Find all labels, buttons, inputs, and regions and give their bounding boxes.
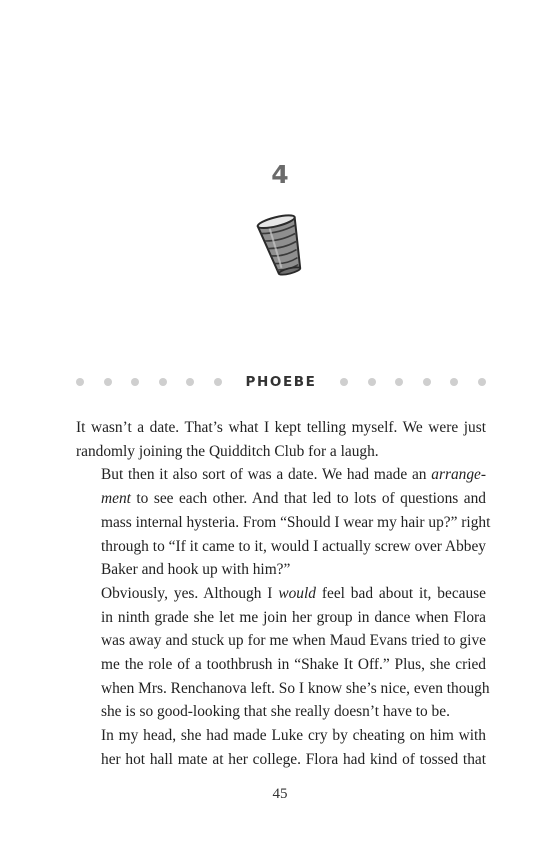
text-line: It wasn’t a date. That’s what I kept telling myself. We were just [76, 419, 486, 436]
divider-dot [450, 378, 458, 386]
text-line: through to “If it came to it, would I actually screw over Abbey [101, 537, 486, 555]
divider-dot [104, 378, 112, 386]
text-line: mass internal hysteria. From “Should I wear my hair up?” right [101, 513, 491, 531]
text-line: Obviously, yes. Although I would feel bad about it, because [101, 584, 486, 602]
text-line: she is so good-looking that she really doesn’t have to be. [101, 703, 450, 721]
narrator-name: PHOEBE [245, 374, 317, 390]
text-line: ment to see each other. And that led to lots of questions and [101, 490, 486, 508]
cup-icon [250, 212, 314, 278]
emphasis: would [278, 584, 316, 602]
text-line: was away and stuck up for me when Maud Evans tried to give [101, 632, 486, 650]
divider-dot [76, 378, 84, 386]
text-line: me the role of a toothbrush in “Shake It Off.” Plus, she cried [101, 656, 486, 674]
divider-dot [214, 378, 222, 386]
emphasis: ment [101, 490, 131, 508]
text-line: her hot hall mate at her college. Flora had kind of tossed that [101, 750, 486, 768]
divider-dot [478, 378, 486, 386]
narrator-divider [76, 372, 486, 392]
divider-dot [159, 378, 167, 386]
paragraph [76, 582, 490, 724]
text-line: when Mrs. Renchanova left. So I know she’s nice, even though [101, 679, 490, 697]
paragraph [76, 724, 486, 771]
emphasis: arrange- [431, 466, 486, 484]
paragraph [76, 416, 486, 463]
divider-dot [186, 378, 194, 386]
text-line: Baker and hook up with him?” [101, 561, 291, 579]
page-number: 45 [272, 786, 288, 802]
text-line: In my head, she had made Luke cry by cheating on him with [101, 727, 486, 745]
body-text [76, 416, 491, 772]
chapter-number: 4 [271, 160, 289, 189]
text-line: randomly joining the Quidditch Club for a laugh. [76, 442, 379, 460]
divider-dot [340, 378, 348, 386]
divider-dot [395, 378, 403, 386]
divider-dot [131, 378, 139, 386]
divider-dot [423, 378, 431, 386]
paragraph [76, 463, 491, 582]
divider-dot [368, 378, 376, 386]
text-line: in ninth grade she let me join her group in dance when Flora [101, 608, 486, 626]
text-line: But then it also sort of was a date. We had made an arrange- [101, 466, 486, 484]
